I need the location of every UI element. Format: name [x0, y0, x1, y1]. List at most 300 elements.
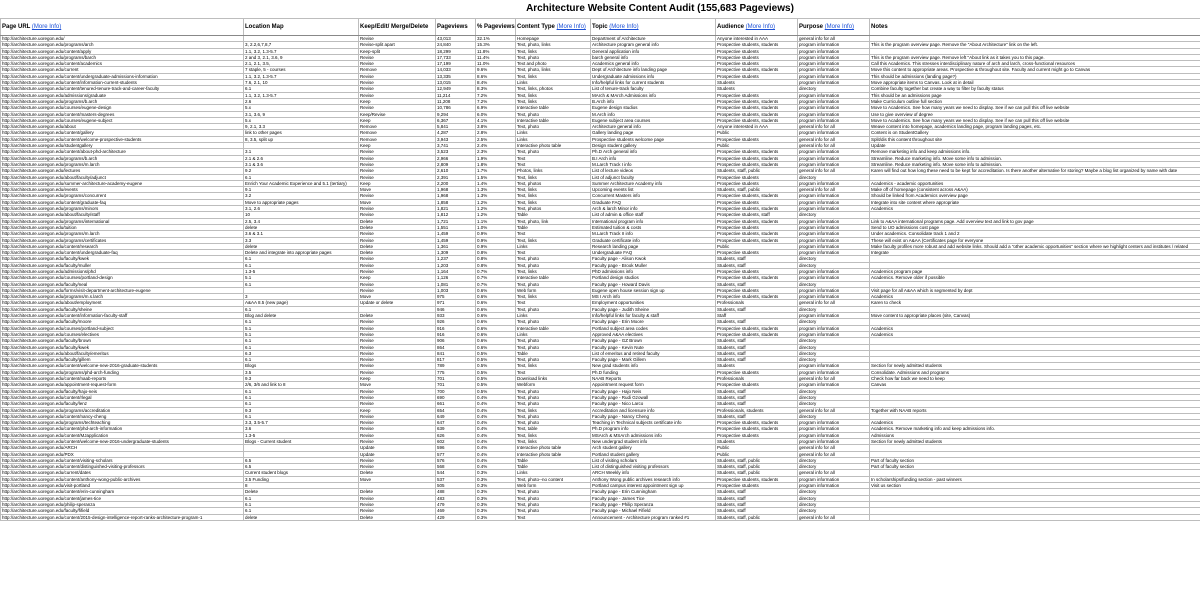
cell-topic[interactable]: Graduate certificate info — [591, 237, 716, 243]
cell-audience[interactable]: Students, staff — [716, 262, 798, 268]
cell-page-url[interactable]: http://architecture.uoregon.edu/faculty/kwek — [1, 344, 244, 350]
cell-content-type[interactable]: Text, links, photos — [516, 86, 591, 92]
cell-audience[interactable]: Prospective students, students — [716, 237, 798, 243]
cell-content-type[interactable]: Text, photo — [516, 149, 591, 155]
more-info-link[interactable]: (More Info) — [609, 24, 639, 30]
cell-page-url[interactable]: http://architecture.uoregon.edu/content/rlegal — [1, 394, 244, 400]
cell-action[interactable]: Revise — [359, 54, 436, 60]
cell-audience[interactable]: Prospective students — [716, 174, 798, 180]
cell-page-url[interactable]: http://architecture.uoregon.edu/ — [1, 36, 244, 42]
cell-percent-pageviews[interactable]: 0.7% — [476, 268, 516, 274]
cell-purpose[interactable]: directory — [798, 281, 870, 287]
cell-topic[interactable]: Faculty page - GZ Brown — [591, 338, 716, 344]
cell-content-type[interactable]: Download links — [516, 376, 591, 382]
cell-pageviews[interactable]: 1,003 — [436, 287, 476, 293]
cell-pageviews[interactable]: 602 — [436, 439, 476, 445]
cell-pageviews[interactable]: 1,126 — [436, 275, 476, 281]
cell-location-map[interactable]: 6.1 — [244, 357, 359, 363]
cell-audience[interactable]: Public — [716, 445, 798, 451]
cell-pageviews[interactable]: 1,081 — [436, 281, 476, 287]
cell-pageviews[interactable]: 13,335 — [436, 73, 476, 79]
cell-pageviews[interactable]: 1,968 — [436, 187, 476, 193]
cell-content-type[interactable]: Text, photo — [516, 357, 591, 363]
cell-pageviews[interactable]: 4,287 — [436, 130, 476, 136]
cell-purpose[interactable]: general info for all — [798, 300, 870, 306]
cell-purpose[interactable]: program information — [798, 180, 870, 186]
cell-notes[interactable]: Move content to appropriate places (site, Canvas) — [870, 313, 1200, 319]
cell-location-map[interactable]: Delete and integrate into appropriate pages — [244, 250, 359, 256]
cell-audience[interactable]: Students, staff — [716, 501, 798, 507]
cell-percent-pageviews[interactable]: 0.3% — [476, 514, 516, 520]
cell-percent-pageviews[interactable]: 8.3% — [476, 86, 516, 92]
cell-pageviews[interactable]: 775 — [436, 369, 476, 375]
cell-topic[interactable]: Approved A&AA electives — [591, 331, 716, 337]
cell-notes[interactable]: Move appropriate items to Canvas. Look at in detail — [870, 80, 1200, 86]
cell-audience[interactable]: Students — [716, 86, 798, 92]
cell-pageviews[interactable]: 3,523 — [436, 149, 476, 155]
cell-audience[interactable]: Prospective students, students — [716, 325, 798, 331]
cell-action[interactable]: Keep — [359, 376, 436, 382]
cell-action[interactable]: Keep — [359, 143, 436, 149]
cell-pageviews[interactable]: 14,033 — [436, 67, 476, 73]
cell-audience[interactable]: Prospective students, students — [716, 476, 798, 482]
cell-action[interactable]: Delete — [359, 243, 436, 249]
cell-percent-pageviews[interactable]: 11.0% — [476, 61, 516, 67]
cell-purpose[interactable]: directory — [798, 464, 870, 470]
cell-purpose[interactable]: program information — [798, 426, 870, 432]
cell-action[interactable]: Revise — [359, 262, 436, 268]
cell-purpose[interactable]: general info for all — [798, 168, 870, 174]
cell-location-map[interactable]: 6.1 — [244, 344, 359, 350]
cell-percent-pageviews[interactable]: 1.8% — [476, 161, 516, 167]
cell-pageviews[interactable]: 2,200 — [436, 180, 476, 186]
cell-audience[interactable]: Prospective students, students — [716, 193, 798, 199]
cell-pageviews[interactable]: 1,237 — [436, 256, 476, 262]
cell-percent-pageviews[interactable]: 0.6% — [476, 294, 516, 300]
cell-purpose[interactable]: general info for all — [798, 36, 870, 42]
cell-audience[interactable]: Prospective students, students — [716, 275, 798, 281]
cell-content-type[interactable]: Table — [516, 224, 591, 230]
cell-audience[interactable]: Prospective students — [716, 180, 798, 186]
cell-location-map[interactable]: 9.3 — [244, 407, 359, 413]
cell-location-map[interactable]: 3.3 — [244, 237, 359, 243]
cell-topic[interactable]: Faculty page - Erin Cunningham — [591, 489, 716, 495]
cell-content-type[interactable]: Text, photo — [516, 111, 591, 117]
cell-percent-pageviews[interactable]: 1.3% — [476, 193, 516, 199]
cell-page-url[interactable]: http://architecture.uoregon.edu/content/graduate-faq — [1, 199, 244, 205]
cell-audience[interactable]: Students, staff — [716, 306, 798, 312]
cell-content-type[interactable]: Text — [516, 514, 591, 520]
cell-location-map[interactable]: 6.1 — [244, 508, 359, 514]
cell-percent-pageviews[interactable]: 2.3% — [476, 149, 516, 155]
cell-page-url[interactable]: http://architecture.uoregon.edu/appointment-request-form — [1, 382, 244, 388]
cell-action[interactable]: Keep-split — [359, 48, 436, 54]
cell-topic[interactable]: List of emeritus and retired faculty — [591, 350, 716, 356]
cell-notes[interactable]: Move to Academics. See how many years we need to display. See if we can pull this off live website — [870, 105, 1200, 111]
cell-page-url[interactable]: http://architecture.uoregon.edu/programs/accreditation — [1, 407, 244, 413]
cell-content-type[interactable]: Text, photo — [516, 262, 591, 268]
cell-location-map[interactable]: Delete — [244, 489, 359, 495]
cell-purpose[interactable]: program information — [798, 483, 870, 489]
cell-page-url[interactable]: http://architecture.uoregon.edu/faculty/muller — [1, 262, 244, 268]
cell-topic[interactable]: Design student gallery — [591, 143, 716, 149]
cell-notes[interactable]: Call this Academics. This stresses interdisciplinary nature of arch and larch, cross-functional resources — [870, 61, 1200, 67]
cell-location-map[interactable]: 3.5 — [244, 369, 359, 375]
cell-location-map[interactable]: 7.6, 2.1, 10 — [244, 80, 359, 86]
cell-page-url[interactable]: http://architecture.uoregon.edu/lectures — [1, 168, 244, 174]
cell-audience[interactable]: Prospective students — [716, 199, 798, 205]
cell-topic[interactable]: Ph.D funding — [591, 369, 716, 375]
cell-topic[interactable]: Teaching in Technical subjects certificate info — [591, 420, 716, 426]
cell-notes[interactable]: This should be admissions (landing page?) — [870, 73, 1200, 79]
cell-topic[interactable]: Appointment request form — [591, 382, 716, 388]
cell-action[interactable]: Revise — [359, 161, 436, 167]
cell-topic[interactable]: Faculty page - Hajo Neis — [591, 388, 716, 394]
cell-topic[interactable]: Graduate FAQ — [591, 199, 716, 205]
cell-action[interactable]: Revise — [359, 174, 436, 180]
cell-action[interactable]: Delete — [359, 313, 436, 319]
cell-percent-pageviews[interactable]: 0.4% — [476, 432, 516, 438]
cell-audience[interactable]: Students, staff, public — [716, 187, 798, 193]
cell-content-type[interactable]: Interactive table — [516, 105, 591, 111]
cell-topic[interactable]: Architecture program general info — [591, 42, 716, 48]
cell-content-type[interactable]: Interactive table — [516, 275, 591, 281]
cell-page-url[interactable]: http://architecture.uoregon.edu/courses/portland-design — [1, 275, 244, 281]
cell-content-type[interactable]: Links — [516, 331, 591, 337]
more-info-link[interactable]: (More Info) — [556, 24, 586, 30]
cell-action[interactable]: Revise — [359, 331, 436, 337]
cell-audience[interactable]: Prospective students — [716, 369, 798, 375]
cell-location-map[interactable]: 9, 2.1, 3.3 — [244, 124, 359, 130]
cell-audience[interactable]: Prospective students, students — [716, 42, 798, 48]
cell-pageviews[interactable]: 2,809 — [436, 161, 476, 167]
cell-audience[interactable]: Prospective students, students — [716, 161, 798, 167]
cell-percent-pageviews[interactable]: 0.3% — [476, 495, 516, 501]
cell-page-url[interactable]: http://architecture.uoregon.edu/events — [1, 187, 244, 193]
cell-notes[interactable]: Use to give overview of degree — [870, 111, 1200, 117]
cell-notes[interactable]: Check how far back we need to keep — [870, 376, 1200, 382]
cell-purpose[interactable]: program information — [798, 294, 870, 300]
cell-purpose[interactable]: program information — [798, 161, 870, 167]
cell-location-map[interactable]: Current student blogs — [244, 470, 359, 476]
cell-action[interactable]: Revise — [359, 501, 436, 507]
cell-purpose[interactable]: general info for all — [798, 136, 870, 142]
cell-audience[interactable]: Students, staff — [716, 281, 798, 287]
cell-topic[interactable]: Academics general info — [591, 61, 716, 67]
cell-pageviews[interactable]: 975 — [436, 294, 476, 300]
cell-content-type[interactable]: Text, links — [516, 92, 591, 98]
cell-page-url[interactable]: http://architecture.uoregon.edu/content/welcome-new-2016-graduate-students — [1, 363, 244, 369]
cell-notes[interactable]: Academics — [870, 325, 1200, 331]
cell-location-map[interactable]: 8, 3.5, split up — [244, 136, 359, 142]
cell-page-url[interactable]: http://architecture.uoregon.edu/courses/portland-subject — [1, 325, 244, 331]
cell-audience[interactable]: Students, staff — [716, 508, 798, 514]
cell-purpose[interactable]: directory — [798, 350, 870, 356]
cell-audience[interactable]: Prospective students, staff — [716, 212, 798, 218]
cell-percent-pageviews[interactable]: 0.6% — [476, 331, 516, 337]
cell-action[interactable]: Revise — [359, 495, 436, 501]
cell-percent-pageviews[interactable]: 0.4% — [476, 457, 516, 463]
cell-topic[interactable]: Faculty page - Nico Larco — [591, 401, 716, 407]
cell-audience[interactable]: Students, staff — [716, 394, 798, 400]
cell-action[interactable]: Delete — [359, 224, 436, 230]
cell-purpose[interactable]: directory — [798, 86, 870, 92]
cell-page-url[interactable]: http://architecture.uoregon.edu/current/dates — [1, 470, 244, 476]
cell-audience[interactable]: Students, staff, public — [716, 464, 798, 470]
cell-content-type[interactable]: Text, photo--no content — [516, 476, 591, 482]
cell-action[interactable]: Revise — [359, 155, 436, 161]
cell-percent-pageviews[interactable]: 0.6% — [476, 300, 516, 306]
cell-pageviews[interactable]: 926 — [436, 319, 476, 325]
cell-page-url[interactable]: http://architecture.uoregon.edu/programs/phd-arch-funding — [1, 369, 244, 375]
cell-topic[interactable]: NAAB Reports — [591, 376, 716, 382]
cell-percent-pageviews[interactable]: 0.6% — [476, 338, 516, 344]
cell-content-type[interactable]: Table — [516, 212, 591, 218]
cell-page-url[interactable]: http://architecture.uoregon.edu/faculty/neal — [1, 281, 244, 287]
cell-content-type[interactable]: Text, photo — [516, 508, 591, 514]
cell-audience[interactable]: Prospective students — [716, 382, 798, 388]
cell-location-map[interactable]: link to other pages — [244, 130, 359, 136]
more-info-link[interactable]: (More Info) — [745, 24, 776, 30]
cell-topic[interactable]: List of distinguished visiting professors — [591, 464, 716, 470]
cell-percent-pageviews[interactable]: 0.6% — [476, 325, 516, 331]
cell-content-type[interactable]: Text, photo, links — [516, 67, 591, 73]
cell-purpose[interactable]: general info for all — [798, 376, 870, 382]
cell-location-map[interactable]: 9.3 — [244, 376, 359, 382]
cell-location-map[interactable]: 2.6 — [244, 98, 359, 104]
cell-notes[interactable]: Part of faculty section — [870, 457, 1200, 463]
cell-pageviews[interactable]: 1,721 — [436, 218, 476, 224]
cell-percent-pageviews[interactable]: 2.8% — [476, 130, 516, 136]
cell-purpose[interactable]: program information — [798, 268, 870, 274]
cell-page-url[interactable]: http://architecture.uoregon.edu/programs/international — [1, 218, 244, 224]
cell-content-type[interactable]: Text, links — [516, 268, 591, 274]
cell-pageviews[interactable]: 933 — [436, 313, 476, 319]
cell-action[interactable]: Revise — [359, 231, 436, 237]
cell-pageviews[interactable]: 12,949 — [436, 86, 476, 92]
cell-location-map[interactable]: 6.1 — [244, 338, 359, 344]
cell-pageviews[interactable]: 17,199 — [436, 61, 476, 67]
cell-page-url[interactable]: http://architecture.uoregon.edu/tuition — [1, 224, 244, 230]
more-info-link[interactable]: (More Info) — [824, 24, 855, 30]
cell-location-map[interactable]: delete — [244, 514, 359, 520]
cell-percent-pageviews[interactable]: 1.9% — [476, 155, 516, 161]
cell-pageviews[interactable]: 3,741 — [436, 143, 476, 149]
cell-percent-pageviews[interactable]: 0.3% — [476, 483, 516, 489]
cell-location-map[interactable]: 3, 2.2,6,7,8,7 — [244, 42, 359, 48]
cell-action[interactable]: Revise — [359, 413, 436, 419]
cell-action[interactable]: Keep — [359, 180, 436, 186]
cell-topic[interactable]: Concurrent Masters info — [591, 193, 716, 199]
cell-percent-pageviews[interactable]: 0.5% — [476, 376, 516, 382]
cell-notes[interactable]: These will exist on A&AA (Certificates page for everyone — [870, 237, 1200, 243]
cell-purpose[interactable]: general info for all — [798, 124, 870, 130]
cell-action[interactable]: Remove — [359, 136, 436, 142]
cell-notes[interactable]: Visit us section — [870, 483, 1200, 489]
cell-pageviews[interactable]: 2,610 — [436, 168, 476, 174]
cell-content-type[interactable]: Text, photo — [516, 489, 591, 495]
cell-page-url[interactable]: http://architecture.uoregon.edu/content/about-phd-architecture — [1, 149, 244, 155]
cell-purpose[interactable]: program information — [798, 80, 870, 86]
cell-location-map[interactable]: 6.1 — [244, 86, 359, 92]
cell-content-type[interactable]: Text, links — [516, 407, 591, 413]
cell-action[interactable]: Revise — [359, 287, 436, 293]
cell-topic[interactable]: Employment opportunities — [591, 300, 716, 306]
cell-pageviews[interactable]: 1,459 — [436, 237, 476, 243]
cell-audience[interactable]: Students, staff — [716, 319, 798, 325]
cell-page-url[interactable]: http://architecture.uoregon.edu/content/erin-cunningham — [1, 489, 244, 495]
cell-pageviews[interactable]: 488 — [436, 489, 476, 495]
cell-page-url[interactable]: http://architecture.uoregon.edu/content/2015-design-intelligence-report-ranks-architecture-program-1 — [1, 514, 244, 520]
cell-pageviews[interactable]: 906 — [436, 338, 476, 344]
cell-percent-pageviews[interactable]: 15.3% — [476, 42, 516, 48]
cell-topic[interactable]: Anthony Wong public archives research info — [591, 476, 716, 482]
cell-content-type[interactable]: Text, photo, links — [516, 42, 591, 48]
cell-content-type[interactable]: Text — [516, 369, 591, 375]
cell-audience[interactable]: Prospective students, students — [716, 67, 798, 73]
cell-topic[interactable]: Undergraduate FAQ — [591, 250, 716, 256]
cell-audience[interactable]: Prospective students, students — [716, 155, 798, 161]
cell-location-map[interactable]: 7 staple, 5 - courses — [244, 67, 359, 73]
cell-audience[interactable]: Students, staff, public — [716, 470, 798, 476]
cell-location-map[interactable]: 6.5 — [244, 457, 359, 463]
cell-notes[interactable]: Link to A&AA international programs page. Add overview text and link to gov page — [870, 218, 1200, 224]
cell-pageviews[interactable]: 505 — [436, 483, 476, 489]
cell-location-map[interactable]: 5.x — [244, 105, 359, 111]
cell-content-type[interactable]: Homepage — [516, 36, 591, 42]
cell-audience[interactable]: Public — [716, 243, 798, 249]
cell-location-map[interactable]: 1.1, 3.2, 1.3-5.7 — [244, 92, 359, 98]
cell-topic[interactable]: List of lecture videos — [591, 168, 716, 174]
cell-notes[interactable]: This is the program overview page. Remove the "About Architecture" link on the left. — [870, 42, 1200, 48]
cell-action[interactable]: Update — [359, 451, 436, 457]
cell-audience[interactable]: Students, staff — [716, 256, 798, 262]
cell-purpose[interactable]: program information — [798, 42, 870, 48]
cell-purpose[interactable]: program information — [798, 218, 870, 224]
cell-purpose[interactable]: program information — [798, 275, 870, 281]
cell-percent-pageviews[interactable]: 8.4% — [476, 80, 516, 86]
cell-topic[interactable]: Eugene open house session sign up — [591, 287, 716, 293]
cell-percent-pageviews[interactable]: 0.4% — [476, 407, 516, 413]
cell-audience[interactable]: Prospective students, students — [716, 98, 798, 104]
cell-topic[interactable]: Info/helpful links for faculty & staff — [591, 313, 716, 319]
cell-action[interactable]: Revise — [359, 212, 436, 218]
cell-purpose[interactable]: program information — [798, 250, 870, 256]
cell-page-url[interactable]: http://architecture.uoregon.edu/about/faculty/staff — [1, 212, 244, 218]
cell-page-url[interactable]: http://architecture.uoregon.edu/faculty/kwek — [1, 256, 244, 262]
cell-location-map[interactable]: 6.5 — [244, 464, 359, 470]
cell-page-url[interactable]: http://architecture.uoregon.edu/programs/b.arch — [1, 155, 244, 161]
cell-content-type[interactable]: Text, photo — [516, 394, 591, 400]
cell-topic[interactable]: New undergrad student info — [591, 439, 716, 445]
cell-action[interactable]: Revise — [359, 61, 436, 67]
cell-location-map[interactable]: 3.6 & 3.1 — [244, 231, 359, 237]
cell-notes[interactable]: Integrate — [870, 250, 1200, 256]
cell-purpose[interactable]: program information — [798, 363, 870, 369]
cell-page-url[interactable]: http://architecture.uoregon.edu/content/naab-reports — [1, 376, 244, 382]
cell-topic[interactable]: Portland student gallery — [591, 451, 716, 457]
cell-topic[interactable]: Summer Architecture Academy info — [591, 180, 716, 186]
cell-topic[interactable]: Info/helpful links for current students — [591, 80, 716, 86]
cell-page-url[interactable]: http://architecture.uoregon.edu/visit-portland — [1, 483, 244, 489]
cell-notes[interactable]: Academics program page — [870, 268, 1200, 274]
cell-percent-pageviews[interactable]: 6.0% — [476, 111, 516, 117]
cell-content-type[interactable]: Text, photo — [516, 344, 591, 350]
cell-action[interactable]: Move — [359, 199, 436, 205]
cell-purpose[interactable]: program information — [798, 432, 870, 438]
cell-pageviews[interactable]: 11,208 — [436, 98, 476, 104]
cell-percent-pageviews[interactable]: 0.5% — [476, 350, 516, 356]
cell-content-type[interactable]: Links — [516, 243, 591, 249]
cell-percent-pageviews[interactable]: 8.6% — [476, 73, 516, 79]
cell-purpose[interactable]: program information — [798, 439, 870, 445]
cell-topic[interactable]: B.I Arch info — [591, 155, 716, 161]
cell-page-url[interactable]: http://architecture.uoregon.edu/summer-architecture-academy-eugene — [1, 180, 244, 186]
cell-audience[interactable]: Students, staff — [716, 338, 798, 344]
cell-action[interactable]: Revise — [359, 168, 436, 174]
cell-notes[interactable]: Canvas — [870, 382, 1200, 388]
cell-location-map[interactable]: 5.x — [244, 117, 359, 123]
cell-pageviews[interactable]: 916 — [436, 331, 476, 337]
cell-pageviews[interactable]: 469 — [436, 508, 476, 514]
cell-action[interactable]: Revise — [359, 105, 436, 111]
cell-page-url[interactable]: http://architecture.uoregon.edu/courses/eugene-design — [1, 105, 244, 111]
cell-topic[interactable]: Faculty page - Rudi Gzowall — [591, 394, 716, 400]
cell-audience[interactable]: Students, staff — [716, 489, 798, 495]
cell-percent-pageviews[interactable]: 6.9% — [476, 105, 516, 111]
cell-pageviews[interactable]: 1,164 — [436, 268, 476, 274]
cell-location-map[interactable]: 6.1 — [244, 394, 359, 400]
cell-pageviews[interactable]: 11,214 — [436, 92, 476, 98]
cell-page-url[interactable]: http://architecture.uoregon.edu/courses/eugene-subject — [1, 117, 244, 123]
cell-percent-pageviews[interactable]: 4.1% — [476, 117, 516, 123]
cell-pageviews[interactable]: 701 — [436, 376, 476, 382]
cell-pageviews[interactable]: 1,361 — [436, 243, 476, 249]
cell-percent-pageviews[interactable]: 0.3% — [476, 470, 516, 476]
cell-purpose[interactable]: program information — [798, 331, 870, 337]
cell-notes[interactable]: Academics — [870, 420, 1200, 426]
cell-pageviews[interactable]: 971 — [436, 300, 476, 306]
cell-notes[interactable]: Academics — [870, 206, 1200, 212]
cell-pageviews[interactable]: 1,551 — [436, 224, 476, 230]
cell-action[interactable]: Revise — [359, 73, 436, 79]
cell-action[interactable]: Revise — [359, 149, 436, 155]
cell-percent-pageviews[interactable]: 0.5% — [476, 382, 516, 388]
cell-action[interactable]: Delete — [359, 250, 436, 256]
cell-percent-pageviews[interactable]: 11.8% — [476, 48, 516, 54]
cell-location-map[interactable]: Blogs - Current student — [244, 439, 359, 445]
cell-purpose[interactable]: directory — [798, 489, 870, 495]
cell-notes[interactable]: Send to UO admissions cost page — [870, 224, 1200, 230]
cell-content-type[interactable]: Text, photo — [516, 388, 591, 394]
cell-content-type[interactable]: Text, links — [516, 237, 591, 243]
cell-notes[interactable]: Visit page for all A&AA which is segmented by dept — [870, 287, 1200, 293]
cell-percent-pageviews[interactable]: 2.5% — [476, 136, 516, 142]
cell-content-type[interactable]: Interactive table — [516, 117, 591, 123]
cell-location-map[interactable]: 3.1 — [244, 149, 359, 155]
cell-notes[interactable]: Karen will find out how long these need to be kept for accreditation. Is there another alternative for storing? Maybe a blog list organized by name with date — [870, 168, 1200, 174]
cell-page-url[interactable]: http://architecture.uoregon.edu/admissions/phd — [1, 268, 244, 274]
cell-content-type[interactable]: Text, links — [516, 48, 591, 54]
cell-percent-pageviews[interactable]: 1.2% — [476, 199, 516, 205]
cell-percent-pageviews[interactable]: 1.1% — [476, 218, 516, 224]
cell-content-type[interactable]: Photos, links — [516, 168, 591, 174]
cell-topic[interactable]: MArch & MArch Admissions info — [591, 92, 716, 98]
cell-pageviews[interactable]: 690 — [436, 394, 476, 400]
cell-page-url[interactable]: http://architecture.uoregon.edu/content/research — [1, 243, 244, 249]
cell-topic[interactable]: Faculty page - Brook Muller — [591, 262, 716, 268]
cell-location-map[interactable]: 9.2 — [244, 168, 359, 174]
